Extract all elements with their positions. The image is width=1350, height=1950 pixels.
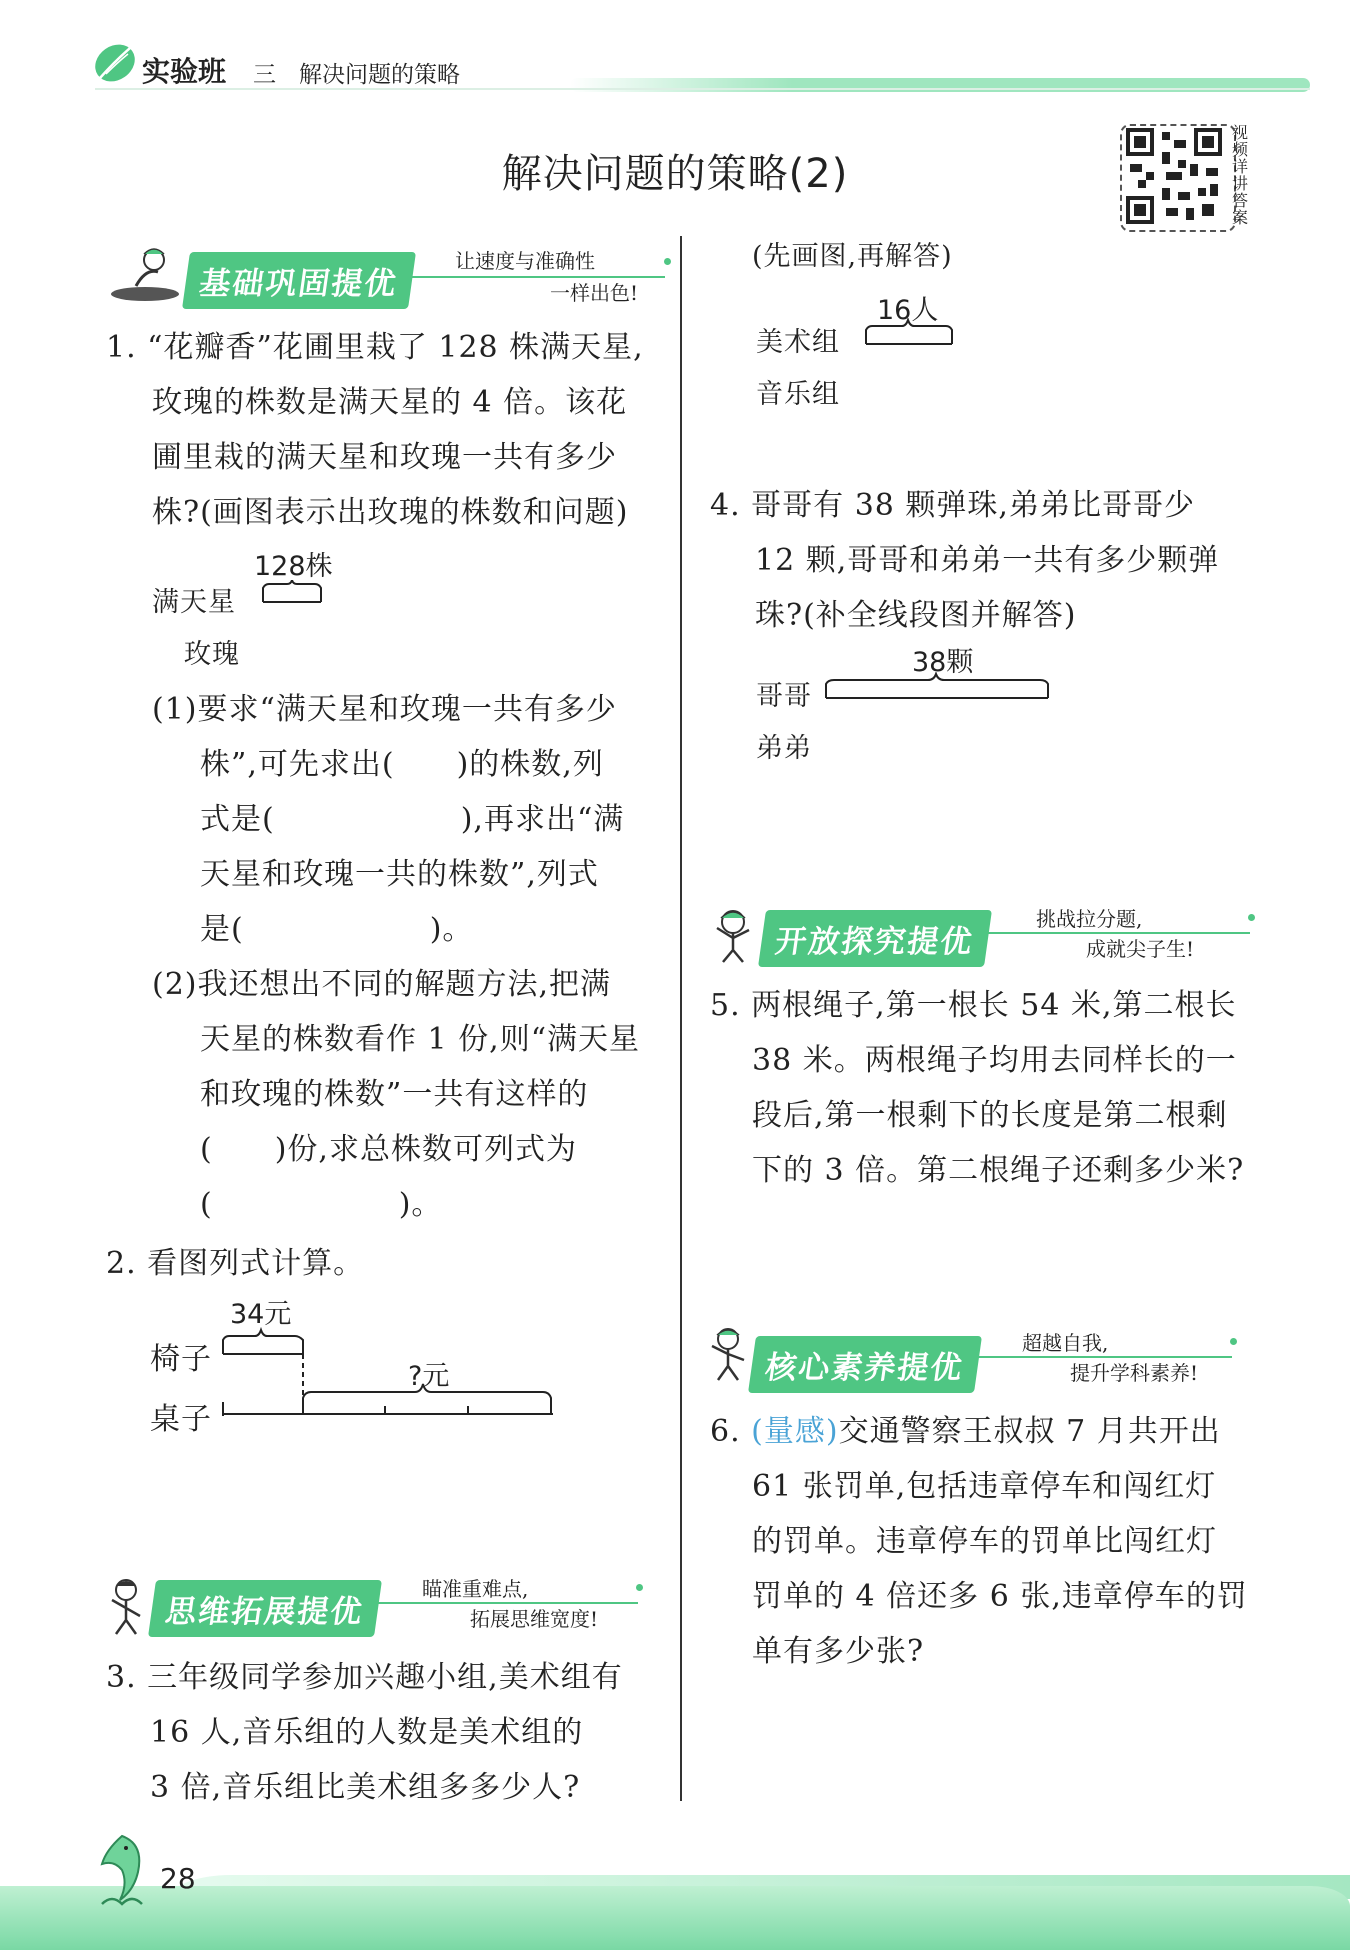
section-tagline-core-1: 超越自我, [1022,1331,1109,1355]
q2-diagram-value-label: 34元 [230,1299,292,1330]
q5-line-2: 38 米。两根绳子均用去同样长的一 [752,1043,1237,1078]
q1-p1-line-3: 式是( ),再求出“满 [200,802,625,837]
page-title: 解决问题的策略(2) [501,151,849,197]
q1-p2-line-3: 和玫瑰的株数”一共有这样的 [200,1077,589,1112]
chapter-title: 三 解决问题的策略 [253,62,460,88]
tagline-rule [968,1356,1232,1358]
page-number: 28 [160,1862,196,1895]
q4-diagram-row-2: 弟弟 [756,733,812,764]
q1-diagram-row-1: 满天星 [152,587,236,618]
q4-segment-diagram [818,672,1062,704]
q4-line-3: 珠?(补全线段图并解答) [755,598,1077,633]
q3-line-3: 3 倍,音乐组比美术组多多少人? [150,1770,581,1805]
leaf-logo-icon [92,40,138,86]
q1-diagram-row-2: 玫瑰 [184,639,240,670]
section-banner-basic: 基础巩固提优 [182,252,416,309]
tagline-rule [400,276,665,278]
q6-line-1 [710,1406,1221,1450]
q1-diagram-value-label: 128株 [254,551,333,582]
q2-diagram-row-2: 桌子 [150,1402,212,1437]
section-banner-core: 核心素养提优 [748,1336,982,1393]
q6-tag: (量感) [751,1414,839,1449]
q1-p1-line-2: 株”,可先求出( )的株数,列 [200,747,604,782]
q4-diagram-row-1: 哥哥 [756,681,812,712]
q3-segment-diagram [858,318,964,350]
q2-segment-diagram [215,1326,560,1426]
q3-line-2: 16 人,音乐组的人数是美术组的 [150,1715,584,1750]
thinking-kid-icon [104,1576,150,1636]
q3-diagram-value-label: 16人 [877,295,939,326]
climber-kid-icon [704,1324,754,1384]
dolphin-icon [92,1830,154,1910]
q3-note: (先画图,再解答) [752,241,953,272]
tagline-dot [664,258,671,265]
q2-line: 2. 看图列式计算。 [106,1246,365,1281]
skateboard-kid-icon [106,246,184,304]
q1-p1-line-1: (1)要求“满天星和玫瑰一共有多少 [152,692,617,727]
q1-p2-line-4: ( )份,求总株数可列式为 [200,1132,577,1167]
section-tagline-basic-2: 一样出色! [550,281,639,305]
footer-band [0,1886,1350,1950]
q5-line-3: 段后,第一根剩下的长度是第二根剩 [752,1098,1228,1133]
qr-label: 视频详讲答案 [1232,123,1249,227]
brand-name: 实验班 [142,55,227,88]
q3-diagram-row-1: 美术组 [756,327,840,358]
q4-line-1: 4. 哥哥有 38 颗弹珠,弟弟比哥哥少 [710,488,1195,523]
q1-line-4: 株?(画图表示出玫瑰的株数和问题) [152,495,629,530]
q5-line-1: 5. 两根绳子,第一根长 54 米,第二根长 [710,988,1237,1023]
column-divider [680,236,682,1801]
explorer-kid-icon [707,906,759,964]
qr-code-icon[interactable] [1126,128,1222,224]
tagline-dot [1230,1338,1237,1345]
q6-line-5: 单有多少张? [752,1634,925,1669]
q1-p1-line-5: 是( )。 [200,912,474,947]
q4-diagram-value-label: 38颗 [912,647,974,678]
q6-number: 6. [710,1414,752,1449]
section-tagline-thinking-1: 瞄准重难点, [422,1577,529,1601]
q2-diagram-row-1: 椅子 [150,1342,212,1377]
tagline-dot [636,1584,643,1591]
section-tagline-thinking-2: 拓展思维宽度! [470,1607,599,1631]
tagline-rule [980,932,1250,934]
q1-p2-line-2: 天星的株数看作 1 份,则“满天星 [200,1022,641,1057]
q1-segment-diagram [255,580,335,610]
q6-line-4: 罚单的 4 倍还多 6 张,违章停车的罚 [752,1579,1248,1614]
section-banner-thinking: 思维拓展提优 [148,1580,382,1637]
q6-line-2: 61 张罚单,包括违章停车和闯红灯 [752,1469,1217,1504]
q1-p2-line-1: (2)我还想出不同的解题方法,把满 [152,967,612,1002]
q1-p2-line-5: ( )。 [200,1187,443,1222]
tagline-rule [370,1602,638,1604]
section-tagline-open-1: 挑战拉分题, [1036,907,1143,931]
q1-line-1: 1. “花瓣香”花圃里栽了 128 株满天星, [106,330,644,365]
q6-first-rest: 交通警察王叔叔 7 月共开出 [838,1414,1221,1449]
q3-diagram-row-2: 音乐组 [756,379,840,410]
section-banner-open: 开放探究提优 [758,910,992,967]
section-tagline-open-2: 成就尖子生! [1086,937,1195,961]
q1-line-2: 玫瑰的株数是满天星的 4 倍。该花 [152,385,628,420]
q6-line-3: 的罚单。违章停车的罚单比闯红灯 [752,1524,1217,1559]
tagline-dot [1248,914,1255,921]
q3-line-1: 3. 三年级同学参加兴趣小组,美术组有 [106,1660,623,1695]
section-tagline-basic-1: 让速度与准确性 [455,249,595,273]
q1-p1-line-4: 天星和玫瑰一共的株数”,列式 [200,857,599,892]
section-tagline-core-2: 提升学科素养! [1070,1361,1199,1385]
q4-line-2: 12 颗,哥哥和弟弟一共有多少颗弹 [755,543,1220,578]
q2-diagram-question-label: ?元 [408,1361,450,1392]
q5-line-4: 下的 3 倍。第二根绳子还剩多少米? [752,1153,1245,1188]
q1-line-3: 圃里栽的满天星和玫瑰一共有多少 [152,440,617,475]
